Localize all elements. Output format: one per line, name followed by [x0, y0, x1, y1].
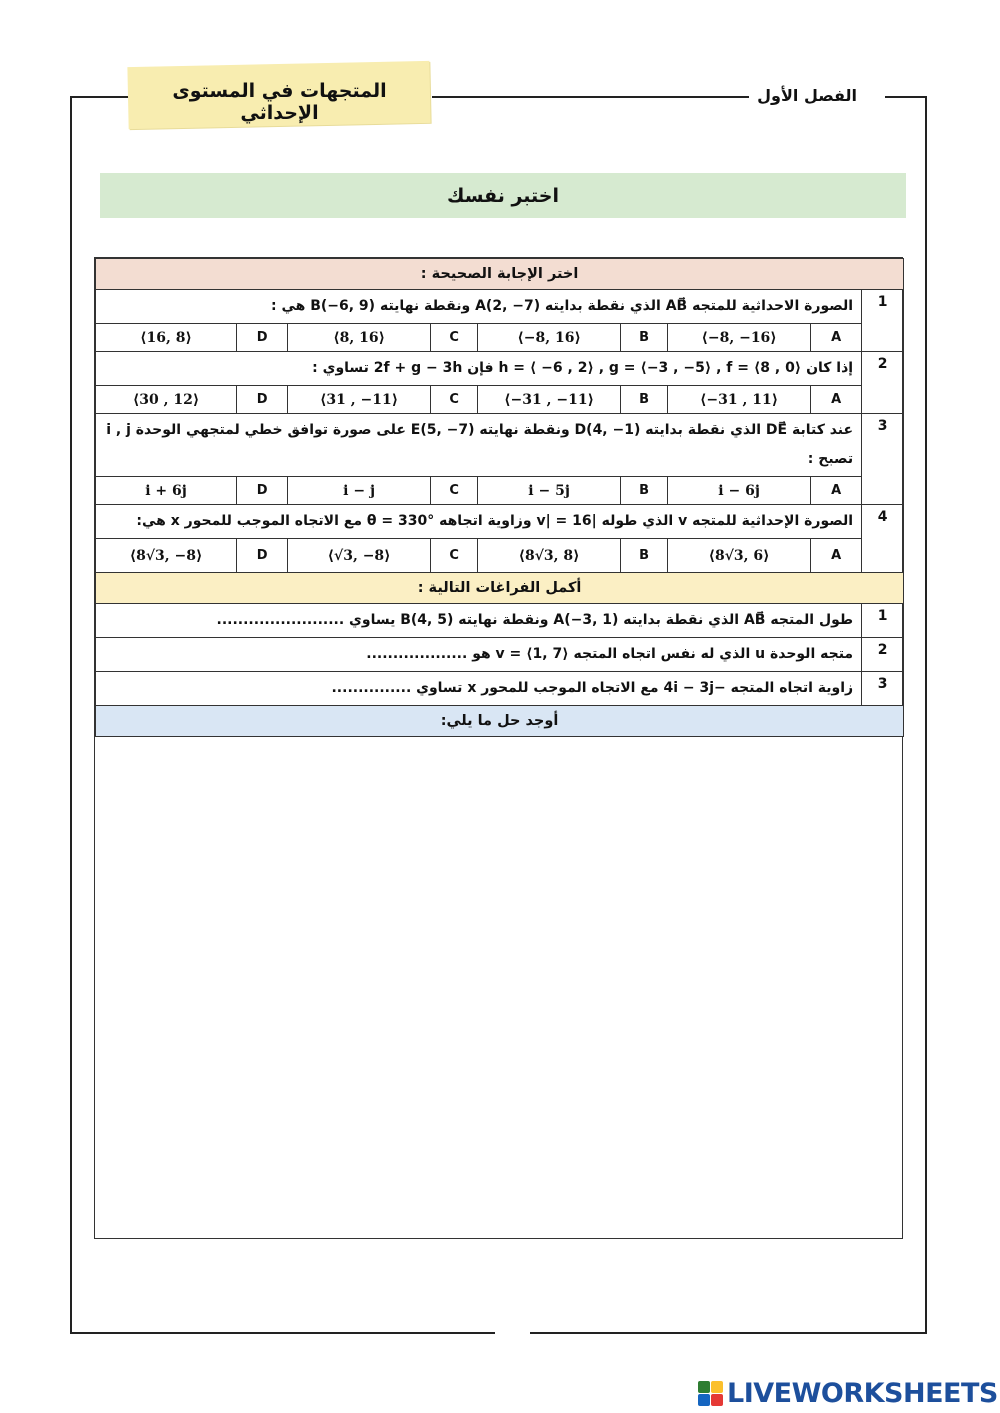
options-row — [96, 477, 904, 505]
fill-header-row — [96, 573, 904, 604]
option-b[interactable]: ⟨−31 , −11⟩ — [478, 386, 621, 414]
frame-bottom-left — [70, 1332, 495, 1334]
question-number: 2 — [862, 352, 904, 414]
fill-text[interactable]: طول المتجه AB⃗ الذي نقطة بدايته A(−3, 1) ونقطة نهايته B(4, 5) يساوي ........................ — [96, 604, 862, 638]
option-label-c[interactable]: C — [431, 324, 478, 352]
fill-number: 3 — [862, 672, 904, 706]
fill-row — [96, 672, 904, 706]
logo-icon — [698, 1381, 723, 1406]
options-row — [96, 324, 904, 352]
option-a[interactable]: ⟨−8, −16⟩ — [668, 324, 811, 352]
mcq-header-row — [96, 259, 904, 290]
logo-square-3 — [698, 1394, 710, 1406]
option-c[interactable]: ⟨8, 16⟩ — [288, 324, 431, 352]
option-b[interactable]: ⟨−8, 16⟩ — [478, 324, 621, 352]
option-d[interactable]: i + 6j — [96, 477, 237, 505]
frame-right — [925, 96, 927, 1334]
question-number: 4 — [862, 505, 904, 573]
options-row — [96, 539, 904, 573]
option-label-a[interactable]: A — [811, 539, 862, 573]
option-c[interactable]: i − j — [288, 477, 431, 505]
option-a[interactable]: ⟨8√3, 6⟩ — [668, 539, 811, 573]
option-c[interactable]: ⟨31 , −11⟩ — [288, 386, 431, 414]
frame-bottom-right — [530, 1332, 927, 1334]
option-label-b[interactable]: B — [621, 386, 668, 414]
option-b[interactable]: i − 5j — [478, 477, 621, 505]
question-text: عند كتابة DE⃗ الذي نقطة بدايته D(4, −1) ونقطة نهايته E(5, −7) على صورة توافق خطي لمتجهي الوحدة i , j تصبح : — [96, 414, 862, 477]
option-label-b[interactable]: B — [621, 324, 668, 352]
option-label-b[interactable]: B — [621, 539, 668, 573]
question-text: الصورة الإحداثية للمتجه v الذي طوله |v| = 16 وزاوية اتجاهه θ = 330° مع الاتجاه الموجب للمحور x هي: — [96, 505, 862, 539]
test-yourself-banner: اختبر نفسك — [100, 173, 906, 218]
liveworksheets-logo — [698, 1375, 998, 1411]
worksheet-table — [94, 257, 903, 1239]
option-d[interactable]: ⟨16, 8⟩ — [96, 324, 237, 352]
option-label-d[interactable]: D — [237, 324, 288, 352]
option-d[interactable]: ⟨8√3, −8⟩ — [96, 539, 237, 573]
option-c[interactable]: ⟨√3, −8⟩ — [288, 539, 431, 573]
mcq-question-row — [96, 290, 904, 324]
mcq-question-row — [96, 505, 904, 539]
question-text: الصورة الاحداثية للمتجه AB⃗ الذي نقطة بدايته A(2, −7) ونقطة نهايته B(−6, 9) هي : — [96, 290, 862, 324]
fill-number: 1 — [862, 604, 904, 638]
option-label-c[interactable]: C — [431, 386, 478, 414]
answer-area[interactable] — [96, 737, 904, 1222]
question-number: 3 — [862, 414, 904, 505]
logo-text: LIVEWORKSHEETS — [727, 1377, 998, 1409]
chapter-label: الفصل الأول — [749, 86, 865, 105]
fill-number: 2 — [862, 638, 904, 672]
frame-top-middle — [432, 96, 755, 98]
solve-answer-row — [96, 737, 904, 1222]
option-a[interactable]: ⟨−31 , 11⟩ — [668, 386, 811, 414]
frame-top-right — [885, 96, 927, 98]
solve-heading: أوجد حل ما يلي: — [96, 706, 904, 737]
mcq-heading: اختر الإجابة الصحيحة : — [96, 259, 904, 290]
logo-square-4 — [711, 1394, 723, 1406]
frame-top-left — [70, 96, 130, 98]
question-number: 1 — [862, 290, 904, 352]
option-label-d[interactable]: D — [237, 386, 288, 414]
option-label-d[interactable]: D — [237, 477, 288, 505]
page-title: المتجهات في المستوى الإحداثي — [172, 80, 387, 124]
option-label-a[interactable]: A — [811, 386, 862, 414]
fill-row — [96, 604, 904, 638]
options-row — [96, 386, 904, 414]
option-label-a[interactable]: A — [811, 324, 862, 352]
option-label-c[interactable]: C — [431, 477, 478, 505]
logo-square-2 — [711, 1381, 723, 1393]
mcq-question-row — [96, 414, 904, 477]
fill-heading: أكمل الفراغات التالية : — [96, 573, 904, 604]
option-b[interactable]: ⟨8√3, 8⟩ — [478, 539, 621, 573]
option-label-a[interactable]: A — [811, 477, 862, 505]
fill-text[interactable]: متجه الوحدة u الذي له نفس اتجاه المتجه v = ⟨1, 7⟩ هو ................... — [96, 638, 862, 672]
fill-row — [96, 638, 904, 672]
logo-square-1 — [698, 1381, 710, 1393]
option-label-d[interactable]: D — [237, 539, 288, 573]
option-a[interactable]: i − 6j — [668, 477, 811, 505]
frame-left — [70, 96, 72, 1334]
fill-text[interactable]: زاوية اتجاه المتجه −4i − 3j مع الاتجاه الموجب للمحور x تساوي ............... — [96, 672, 862, 706]
solve-header-row — [96, 706, 904, 737]
question-text: إذا كان h = ⟨ −6 , 2⟩ , g = ⟨−3 , −5⟩ , f = ⟨8 , 0⟩ فإن 2f + g − 3h تساوي : — [96, 352, 862, 386]
option-d[interactable]: ⟨30 , 12⟩ — [96, 386, 237, 414]
option-label-c[interactable]: C — [431, 539, 478, 573]
mcq-question-row — [96, 352, 904, 386]
option-label-b[interactable]: B — [621, 477, 668, 505]
